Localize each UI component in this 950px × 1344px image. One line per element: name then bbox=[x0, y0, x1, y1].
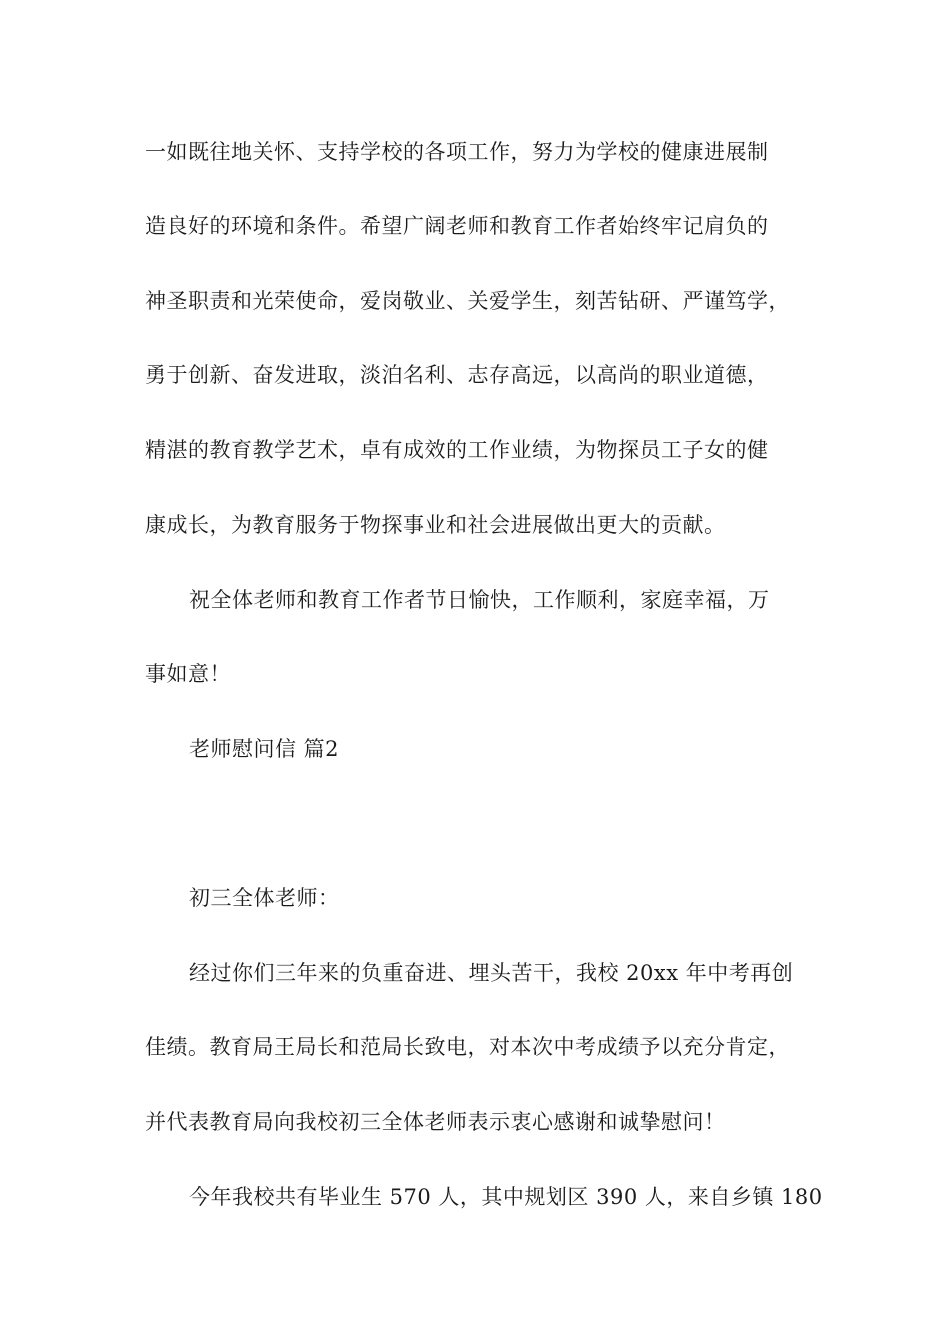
text-line: 今年我校共有毕业生 570 人，其中规划区 390 人，来自乡镇 180 bbox=[189, 1185, 823, 1209]
text-line: 佳绩。教育局王局长和范局长致电，对本次中考成绩予以充分肯定， bbox=[145, 1035, 790, 1059]
section-heading: 老师慰问信 篇2 bbox=[189, 737, 340, 761]
text-line: 并代表教育局向我校初三全体老师表示衷心感谢和诚挚慰问！ bbox=[145, 1110, 726, 1134]
text-line: 精湛的教育教学艺术，卓有成效的工作业绩，为物探员工子女的健 bbox=[145, 438, 769, 462]
text-line: 神圣职责和光荣使命，爱岗敬业、关爱学生，刻苦钻研、严谨笃学， bbox=[145, 289, 790, 313]
salutation: 初三全体老师： bbox=[189, 886, 340, 910]
text-line: 一如既往地关怀、支持学校的各项工作，努力为学校的健康进展制 bbox=[145, 140, 769, 164]
text-line: 造良好的环境和条件。希望广阔老师和教育工作者始终牢记肩负的 bbox=[145, 214, 769, 238]
text-line: 勇于创新、奋发进取，淡泊名利、志存高远，以高尚的职业道德， bbox=[145, 363, 769, 387]
text-line: 经过你们三年来的负重奋进、埋头苦干，我校 20xx 年中考再创 bbox=[189, 961, 794, 985]
text-line: 康成长，为教育服务于物探事业和社会进展做出更大的贡献。 bbox=[145, 513, 726, 537]
text-line: 事如意！ bbox=[145, 662, 231, 686]
text-line: 祝全体老师和教育工作者节日愉快，工作顺利，家庭幸福，万 bbox=[189, 588, 770, 612]
